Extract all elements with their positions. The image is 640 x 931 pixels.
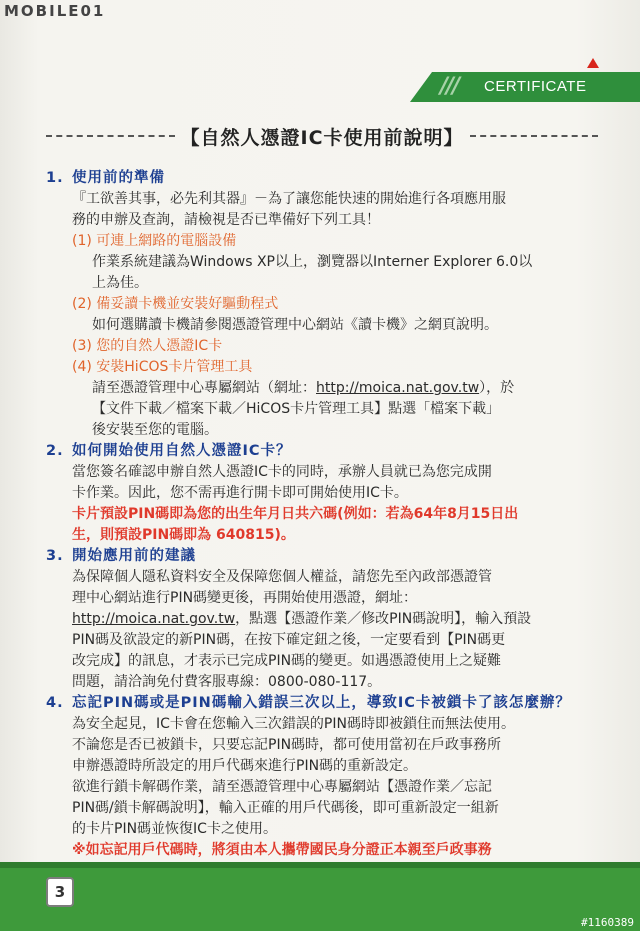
section-3-body-line: PIN碼及欲設定的新PIN碼，在按下確定鈕之後，一定要看到【PIN碼更 (72, 632, 506, 648)
moica-link[interactable]: http://moica.nat.gov.tw (316, 380, 480, 396)
section-1-intro-line: 『工欲善其事，必先利其器』－為了讓您能快速的開始進行各項應用服 (72, 191, 506, 207)
section-4-red-note: ※如忘記用戶代碼時，將須由本人攜帶國民身分證正本親至戶政事務 (72, 842, 492, 858)
section-2-red-note: 卡片預設PIN碼即為您的出生年月日共六碼(例如：若為64年8月15日出 (72, 506, 519, 522)
section-4-heading: 4. 忘記PIN碼或是PIN碼輸入錯誤三次以上，導致IC卡被鎖卡了該怎麼辦？ (46, 695, 571, 711)
certificate-label: CERTIFICATE (484, 78, 587, 95)
section-3-body-line: 改完成】的訊息，才表示已完成PIN碼的變更。如遇憑證使用上之疑難 (72, 653, 502, 669)
item-1-4-label: (4) 安裝HiCOS卡片管理工具 (72, 359, 253, 375)
item-1-1-desc: 上為佳。 (92, 275, 148, 291)
section-2-heading: 2. 如何開始使用自然人憑證IC卡？ (46, 443, 292, 459)
page-title-row (46, 123, 598, 149)
item-1-4-desc: 請至憑證管理中心專屬網站（網址：http://moica.nat.gov.tw），於 (92, 380, 515, 396)
section-2-body-line: 卡作業。因此，您不需再進行開卡即可開始使用IC卡。 (72, 485, 408, 501)
section-4-body-line: 欲進行鎖卡解碼作業，請至憑證管理中心專屬網站【憑證作業／忘記 (72, 779, 492, 795)
document-body (46, 168, 606, 882)
image-id-tag: #1160389 (581, 916, 634, 929)
item-1-1-label: (1) 可連上網路的電腦設備 (72, 233, 237, 249)
section-2-red-note: 生，則預設PIN碼即為 640815)。 (72, 527, 295, 543)
section-4-body-line: PIN碼/鎖卡解碼說明】，輸入正確的用戶代碼後，即可重新設定一組新 (72, 800, 499, 816)
page-title: 【自然人憑證IC卡使用前說明】 (180, 126, 464, 149)
section-4-body-line: 申辦憑證時所設定的用戶代碼來進行PIN碼的重新設定。 (72, 758, 418, 774)
title-dashes-left (46, 135, 175, 137)
item-1-2-label: (2) 備妥讀卡機並安裝好驅動程式 (72, 296, 279, 312)
triangle-icon (587, 58, 599, 68)
section-3-body-line: 問題，請洽詢免付費客服專線：0800-080-117。 (72, 674, 382, 690)
footer-band (0, 862, 640, 931)
item-1-4-desc: 【文件下載／檔案下載／HiCOS卡片管理工具】點選「檔案下載」 (92, 401, 501, 417)
page-number: 3 (46, 877, 74, 907)
section-3-body-line: 理中心網站進行PIN碼變更後，再開始使用憑證，網址： (72, 590, 418, 606)
banner-slashes: /// (440, 74, 459, 99)
item-1-4-desc: 後安裝至您的電腦。 (92, 422, 218, 438)
item-1-1-desc: 作業系統建議為Windows XP以上，瀏覽器以Interner Explorer 6.0以 (92, 254, 533, 270)
item-1-3-label: (3) 您的自然人憑證IC卡 (72, 338, 223, 354)
section-3-body-line: http://moica.nat.gov.tw，點選【憑證作業／修改PIN碼說明】，輸入預設 (72, 611, 532, 627)
site-watermark: MOBILE01 (4, 2, 106, 20)
title-dashes-right (470, 135, 599, 137)
section-1-heading: 1. 使用前的準備 (46, 170, 165, 186)
section-3-body-line: 為保障個人隱私資料安全及保障您個人權益，請您先至內政部憑證管 (72, 569, 492, 585)
section-1-intro-line: 務的申辦及查詢，請檢視是否已準備好下列工具！ (72, 212, 380, 228)
section-4-body-line: 的卡片PIN碼並恢復IC卡之使用。 (72, 821, 277, 837)
section-3-heading: 3. 開始應用前的建議 (46, 548, 196, 564)
item-1-2-desc: 如何選購讀卡機請參閱憑證管理中心網站《讀卡機》之網頁說明。 (92, 317, 498, 333)
moica-link[interactable]: http://moica.nat.gov.tw (72, 611, 236, 627)
section-2-body-line: 當您簽名確認申辦自然人憑證IC卡的同時，承辦人員就已為您完成開 (72, 464, 492, 480)
section-4-body-line: 為安全起見，IC卡會在您輸入三次錯誤的PIN碼時即被鎖住而無法使用。 (72, 716, 515, 732)
section-4-body-line: 不論您是否已被鎖卡，只要忘記PIN碼時，都可使用當初在戶政事務所 (72, 737, 502, 753)
